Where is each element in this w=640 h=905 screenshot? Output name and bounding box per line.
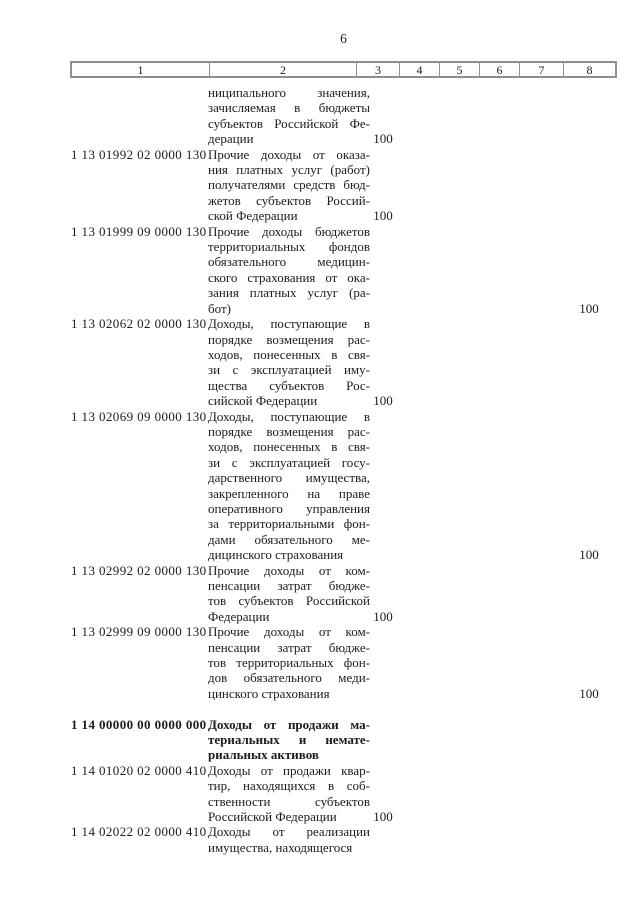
row-code: 1 13 02992 02 0000 130 [71, 562, 207, 578]
row-amount: 100 [373, 131, 393, 147]
description-line: зания платных услуг (ра- [208, 285, 370, 301]
row-code: 1 14 01020 02 0000 410 [71, 762, 207, 778]
column-header: 5 [440, 63, 480, 76]
description-line: ского страхования от ока- [208, 269, 370, 285]
description-line: тов субъектов Российской [208, 593, 370, 609]
description-line: тов территориальных фон- [208, 655, 370, 671]
table-body [70, 85, 617, 855]
description-line: пенсации затрат бюдже- [208, 639, 370, 655]
table-row [70, 409, 617, 563]
row-amount: 100 [579, 300, 599, 316]
row-description [208, 224, 370, 316]
description-line: закрепленного на праве [208, 485, 370, 501]
table-row [70, 563, 617, 625]
description-line: пенсации затрат бюдже- [208, 578, 370, 593]
row-description [208, 624, 370, 701]
row-code: 1 13 02069 09 0000 130 [71, 408, 207, 424]
row-description [208, 563, 370, 625]
row-description [208, 409, 370, 563]
column-header: 4 [400, 63, 440, 76]
description-line: дицинского страхования [208, 547, 344, 563]
table-row [70, 224, 617, 316]
description-line: дерации [208, 131, 254, 147]
description-line: субъектов Российской Фе- [208, 115, 370, 131]
description-line: Российской Федерации [208, 809, 337, 825]
description-line: сийской Федерации [208, 393, 318, 409]
row-amount: 100 [373, 393, 393, 409]
row-amount: 100 [373, 608, 393, 624]
description-line: за территориальными фон- [208, 516, 370, 532]
description-line: цинского страхования [208, 685, 330, 701]
row-code: 1 13 02062 02 0000 130 [71, 316, 207, 332]
row-amount: 100 [579, 547, 599, 563]
description-line: жетов субъектов Россий- [208, 192, 370, 208]
table-header-row [70, 61, 617, 78]
table-row [70, 85, 617, 147]
column-header: 1 [72, 63, 210, 76]
description-line: дами обязательного ме- [208, 531, 370, 547]
description-line: ской Федерации [208, 208, 298, 224]
table-row [70, 763, 617, 825]
description-line: Доходы, поступающие в [208, 408, 370, 424]
row-code: 1 13 01992 02 0000 130 [71, 146, 207, 162]
column-header: 2 [210, 63, 357, 76]
description-line: имущества, находящегося [208, 839, 353, 855]
column-header: 8 [586, 62, 593, 77]
description-line: ниципального значения, [208, 85, 370, 100]
description-line: ходов, понесенных в свя- [208, 346, 370, 362]
row-code: 1 14 00000 00 0000 000 [71, 716, 207, 732]
row-amount: 100 [373, 208, 393, 224]
row-description [208, 316, 370, 408]
description-line: Прочие доходы от оказа- [208, 146, 370, 162]
description-line: ходов, понесенных в свя- [208, 439, 370, 455]
row-description [208, 763, 370, 825]
description-line: Доходы, поступающие в [208, 316, 370, 332]
column-header: 6 [480, 63, 520, 76]
row-amount: 100 [373, 809, 393, 825]
description-line: Доходы от продажи ма- [208, 716, 370, 732]
row-description [208, 824, 370, 855]
description-line: Доходы от продажи квар- [208, 762, 370, 778]
description-line: Прочие доходы от ком- [208, 562, 370, 578]
row-description [208, 717, 370, 763]
description-line: обязательного медицин- [208, 254, 370, 270]
description-line: порядке возмещения рас- [208, 331, 370, 347]
description-line: бот) [208, 300, 231, 316]
description-line: дарственного имущества, [208, 470, 370, 486]
description-line: Доходы от реализации [208, 824, 370, 840]
table-row [70, 624, 617, 701]
row-amount: 100 [579, 685, 599, 701]
description-line: щества субъектов Рос- [208, 377, 370, 393]
page-number: 6 [340, 31, 347, 46]
table-row [70, 717, 617, 763]
table-row [70, 824, 617, 855]
row-code: 1 13 01999 09 0000 130 [71, 223, 207, 239]
description-line: Прочие доходы бюджетов [208, 223, 370, 239]
row-description [208, 85, 370, 147]
description-line: риальных активов [208, 747, 319, 763]
description-line: зи с эксплуатацией иму- [208, 362, 370, 378]
row-code: 1 14 02022 02 0000 410 [71, 824, 207, 840]
description-line: Прочие доходы от ком- [208, 624, 370, 640]
description-line: оперативного управления [208, 500, 370, 516]
description-line: Федерации [208, 608, 270, 624]
description-line: дов обязательного меди- [208, 670, 370, 686]
description-line: территориальных фондов [208, 239, 370, 255]
column-header: 7 [520, 63, 564, 76]
row-description [208, 147, 370, 224]
description-line: зачисляемая в бюджеты [208, 100, 370, 116]
description-line: зи с эксплуатацией госу- [208, 454, 370, 470]
description-line: териальных и немате- [208, 732, 370, 748]
row-code: 1 13 02999 09 0000 130 [71, 624, 207, 640]
description-line: порядке возмещения рас- [208, 423, 370, 439]
description-line: ния платных услуг (работ) [208, 162, 370, 178]
table-row [70, 147, 617, 224]
description-line: тир, находящихся в соб- [208, 778, 370, 794]
description-line: получателями средств бюд- [208, 177, 370, 193]
column-header: 3 [357, 63, 400, 76]
table-row [70, 316, 617, 408]
description-line: ственности субъектов [208, 793, 370, 809]
